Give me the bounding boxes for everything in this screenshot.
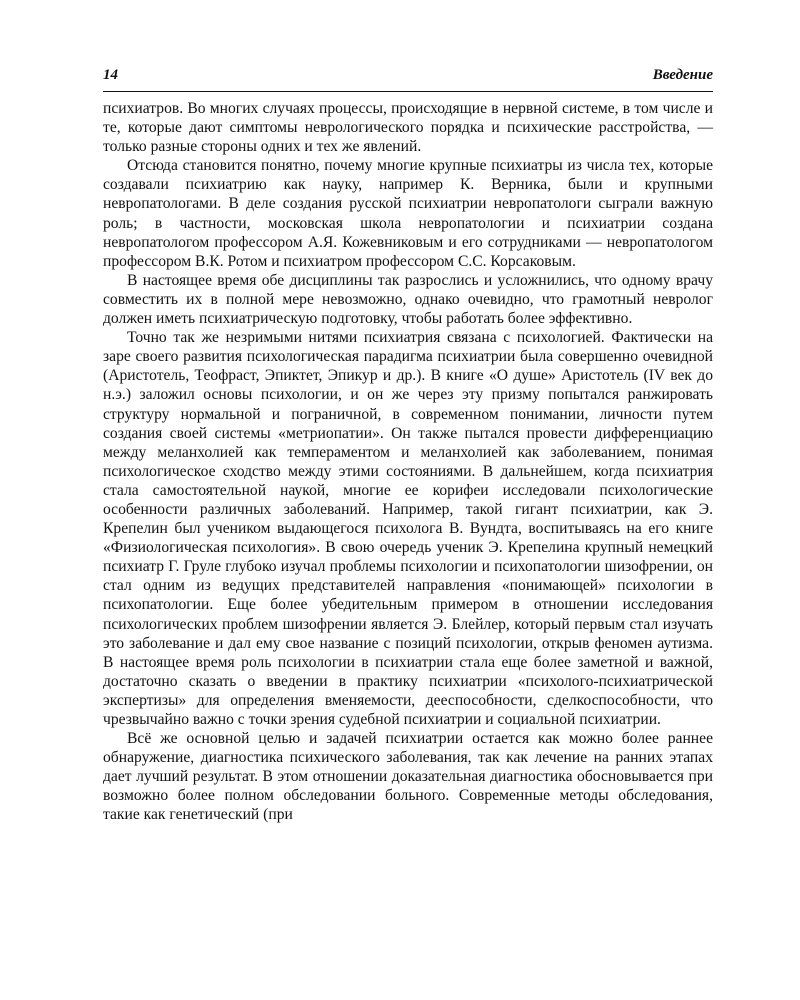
paragraph-4: Точно так же незримыми нитями психиатрия связана с психологией. Фактически на заре своего развития психологическая парадигма психиатрии была совершенно очевидной (Аристотель, Теофраст, Эпиктет, Эпикур и др.). В книге «О душе» Аристотель (IV век до н.э.) заложил основы психологии, и он же через эту призму попытался ранжировать структуру нормальной и пограничной, в современном понимании, личности путем создания своей системы «метриопатии». Он также пытался провести дифференциацию между меланхолией как темпераментом и меланхолией как заболеванием, понимая психологическое сходство между этими состояниями. В дальнейшем, когда психиатрия стала самостоятельной наукой, многие ее корифеи исследовали психологические особенности различных заболеваний. Например, такой гигант психиатрии, как Э. Крепелин был учеником выдающегося психолога В. Вундта, воспитываясь на его книге «Физиологическая психология». В свою очередь ученик Э. Крепелина крупный немецкий психиатр Г. Груле глубоко изучал проблемы психологии и психопатологии шизофрении, он стал одним из ведущих представителей направления «понимающей» психологии в психопатологии. Еще более убедительным примером в отношении исследования психологических проблем шизофрении является Э. Блейлер, который первым стал изучать это заболевание и дал ему свое название с позиций психологии, открыв феномен аутизма. В настоящее время роль психологии в психиатрии стала еще более заметной и важной, достаточно сказать о введении в практику психиатрии «психолого-психиатрической экспертизы» для определения вменяемости, дееспособности, сделкоспособности, что чрезвычайно важно с точки зрения судебной психиатрии и социальной психиатрии. xyxy=(103,329,713,728)
page-number: 14 xyxy=(103,67,118,83)
section-title: Введение xyxy=(652,67,713,83)
book-page xyxy=(103,66,713,825)
paragraph-5: Всё же основной целью и задачей психиатрии остается как можно более раннее обнаружение, диагностика психического заболевания, так как лечение на ранних этапах дает лучший результат. В этом отношении доказательная диагностика обосновывается при возможно более полном обследовании больного. Современные методы обследования, такие как генетический (при xyxy=(103,730,713,824)
paragraph-2: Отсюда становится понятно, почему многие крупные психиатры из числа тех, которые создавали психиатрию как науку, например К. Верника, были и крупными невропатологами. В деле создания русской психиатрии невропатологи сыграли важную роль; в частности, московская школа невропатологии и психиатрии создана невропатологом профессором А.Я. Кожевниковым и его сотрудниками — невропатологом профессором В.К. Ротом и психиатром профессором С.С. Корсаковым. xyxy=(103,157,713,270)
body-text xyxy=(103,99,713,825)
paragraph-1: психиатров. Во многих случаях процессы, происходящие в нервной системе, в том числе и те, которые дают симптомы неврологического порядка и психические расстройства, — только разные стороны одних и тех же явлений. xyxy=(103,100,713,156)
paragraph-3: В настоящее время обе дисциплины так разрослись и усложнились, что одному врачу совместить их в полной мере невозможно, однако очевидно, что грамотный невролог должен иметь психиатрическую подготовку, чтобы работать более эффективно. xyxy=(103,271,713,328)
running-head xyxy=(103,66,713,92)
